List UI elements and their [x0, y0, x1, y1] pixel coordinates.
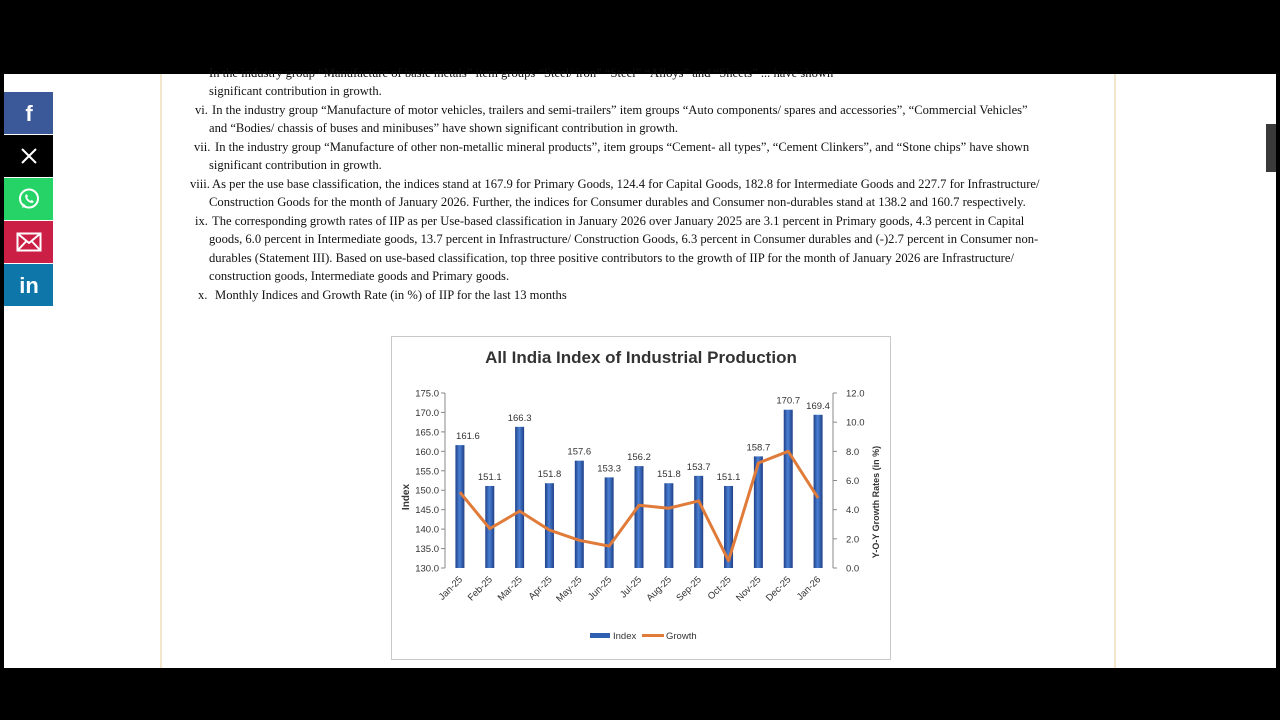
article-page — [160, 66, 1116, 668]
right-tick-label: 4.0 — [846, 505, 860, 517]
bar-value-label: 166.3 — [507, 412, 532, 424]
bar-value-label: 169.4 — [806, 400, 830, 412]
y-axis-label: Index — [401, 483, 412, 511]
left-tick-label: 145.0 — [415, 505, 439, 517]
left-tick-label: 175.0 — [415, 388, 439, 400]
right-tick-label: 6.0 — [846, 476, 860, 487]
bar-value-label: 151.1 — [716, 471, 741, 483]
cut-off-text-line: In the industry group “Manufacture of basic metals” item groups “Steel/ iron” “Steel” “Alloys” and “Sheets” ... have shown — [209, 66, 834, 80]
x-tick-label: Aug-25 — [644, 574, 674, 604]
bar-jan-25 — [455, 445, 464, 568]
y2-axis-label: Y-O-Y Growth Rates (in %) — [871, 445, 881, 559]
list-item-number: vii. — [194, 139, 211, 154]
x-tick-label: Apr-25 — [526, 574, 555, 603]
list-item-number: x. — [198, 287, 208, 302]
paragraph-line: significant contribution in growth. — [209, 158, 382, 172]
bar-mar-25 — [515, 427, 524, 568]
chart-svg — [392, 337, 890, 659]
email-share-button[interactable] — [4, 221, 53, 263]
paragraph-line: The corresponding growth rates of IIP as per Use-based classification in January 2026 over January 2025 are 3.1 percent in Primary goods, 4.3 percent in Capital — [212, 213, 1025, 228]
bar-jun-25 — [605, 477, 614, 568]
right-tick-label: 8.0 — [846, 446, 860, 458]
list-item-number: vi. — [195, 102, 208, 117]
paragraph-line: In the industry group “Manufacture of motor vehicles, trailers and semi-trailers” item groups “Auto components/ spares and accessories”, “Commercial Vehicles” — [212, 102, 1028, 117]
right-tick-label: 12.0 — [846, 388, 865, 400]
x-tick-label: Jul-25 — [618, 574, 645, 601]
left-tick-label: 130.0 — [415, 563, 439, 575]
x-tick-label: Jan-26 — [794, 574, 824, 603]
mail-icon — [16, 232, 42, 252]
paragraph-line: durables (Statement III). Based on use-based classification, top three positive contributors to the growth of IIP for the month of January 2026 are Infrastructure/ — [209, 250, 1014, 265]
left-tick-label: 160.0 — [415, 446, 439, 458]
right-tick-label: 2.0 — [846, 534, 860, 546]
x-share-button[interactable] — [4, 135, 53, 177]
bar-value-label: 156.2 — [627, 452, 651, 464]
linkedin-icon — [16, 273, 42, 297]
bar-value-label: 153.7 — [686, 461, 711, 473]
legend-growth-label: Growth — [666, 631, 697, 642]
x-tick-label: Dec-25 — [763, 574, 794, 604]
bar-value-label: 151.1 — [477, 471, 502, 483]
bar-value-label: 157.6 — [567, 446, 592, 458]
facebook-icon — [18, 102, 40, 124]
left-tick-label: 155.0 — [415, 466, 439, 478]
paragraph-line: In the industry group “Manufacture of other non-metallic mineral products”, item groups “Cement- all types”, “Cement Clinkers”, and “Stone chips” have shown — [215, 139, 1030, 154]
whatsapp-icon — [17, 187, 41, 211]
scrollbar-thumb[interactable] — [1266, 124, 1276, 172]
bar-sep-25 — [694, 476, 703, 568]
browser-viewport — [4, 66, 1276, 668]
left-tick-label: 140.0 — [415, 524, 439, 536]
left-tick-label: 135.0 — [415, 544, 439, 556]
bar-value-label: 170.7 — [776, 395, 801, 407]
right-tick-label: 0.0 — [846, 563, 860, 575]
paragraph-line: As per the use base classification, the indices stand at 167.9 for Primary Goods, 124.4 for Capital Goods, 182.8 for Intermediate Goods and 227.7 for Infrastructure/ — [212, 176, 1040, 191]
x-icon — [20, 147, 38, 165]
bar-value-label: 151.8 — [656, 469, 681, 481]
paragraph-line: goods, 6.0 percent in Intermediate goods, 13.7 percent in Infrastructure/ Construction Goods, 6.3 percent in Consumer durables and (-)2.7 percent in Consumer non- — [209, 232, 1039, 246]
linkedin-glyph: in — [18, 273, 39, 298]
left-tick-label: 165.0 — [415, 427, 439, 439]
x-tick-label: Oct-25 — [705, 574, 734, 603]
legend-index-label: Index — [613, 631, 637, 642]
paragraph-line: and “Bodies/ chassis of buses and minibuses” have shown significant contribution in growth. — [209, 121, 679, 135]
bar-value-label: 153.3 — [597, 463, 622, 475]
list-item-number: viii. — [190, 176, 210, 191]
left-tick-label: 150.0 — [415, 485, 439, 497]
paragraph-line: significant contribution in growth. — [209, 84, 382, 98]
x-tick-label: Nov-25 — [734, 574, 764, 604]
right-tick-label: 10.0 — [846, 417, 865, 429]
bar-value-label: 161.6 — [456, 431, 480, 443]
x-tick-label: Sep-25 — [674, 574, 704, 604]
x-tick-label: Jun-25 — [585, 574, 615, 603]
x-tick-label: Feb-25 — [465, 574, 495, 604]
bar-dec-25 — [784, 410, 793, 568]
linkedin-share-button[interactable] — [4, 264, 53, 306]
bar-may-25 — [575, 461, 584, 568]
iip-chart — [391, 336, 891, 660]
facebook-share-button[interactable] — [4, 92, 53, 134]
list-item-number: ix. — [195, 213, 208, 228]
facebook-glyph: f — [24, 101, 33, 126]
chart-title: All India Index of Industrial Production — [485, 348, 797, 367]
paragraph-line: construction goods, Intermediate goods and Primary goods. — [209, 269, 510, 283]
x-tick-label: Mar-25 — [495, 574, 525, 604]
bar-apr-25 — [545, 483, 554, 568]
paragraph-line: Construction Goods for the month of January 2026. Further, the indices for Consumer durables and Consumer non-durables stand at 138.2 and 160.7 respectively. — [209, 195, 1026, 209]
left-tick-label: 170.0 — [415, 407, 439, 419]
bar-value-label: 151.8 — [537, 469, 562, 481]
bar-aug-25 — [664, 483, 673, 568]
bar-value-label: 158.7 — [746, 442, 771, 454]
bar-jul-25 — [635, 466, 644, 568]
x-tick-label: Jan-25 — [436, 574, 466, 603]
legend-index-swatch — [590, 633, 610, 638]
share-bar — [4, 92, 53, 307]
whatsapp-share-button[interactable] — [4, 178, 53, 220]
paragraph-line: Monthly Indices and Growth Rate (in %) of IIP for the last 13 months — [215, 287, 567, 302]
x-tick-label: May-25 — [554, 574, 585, 605]
